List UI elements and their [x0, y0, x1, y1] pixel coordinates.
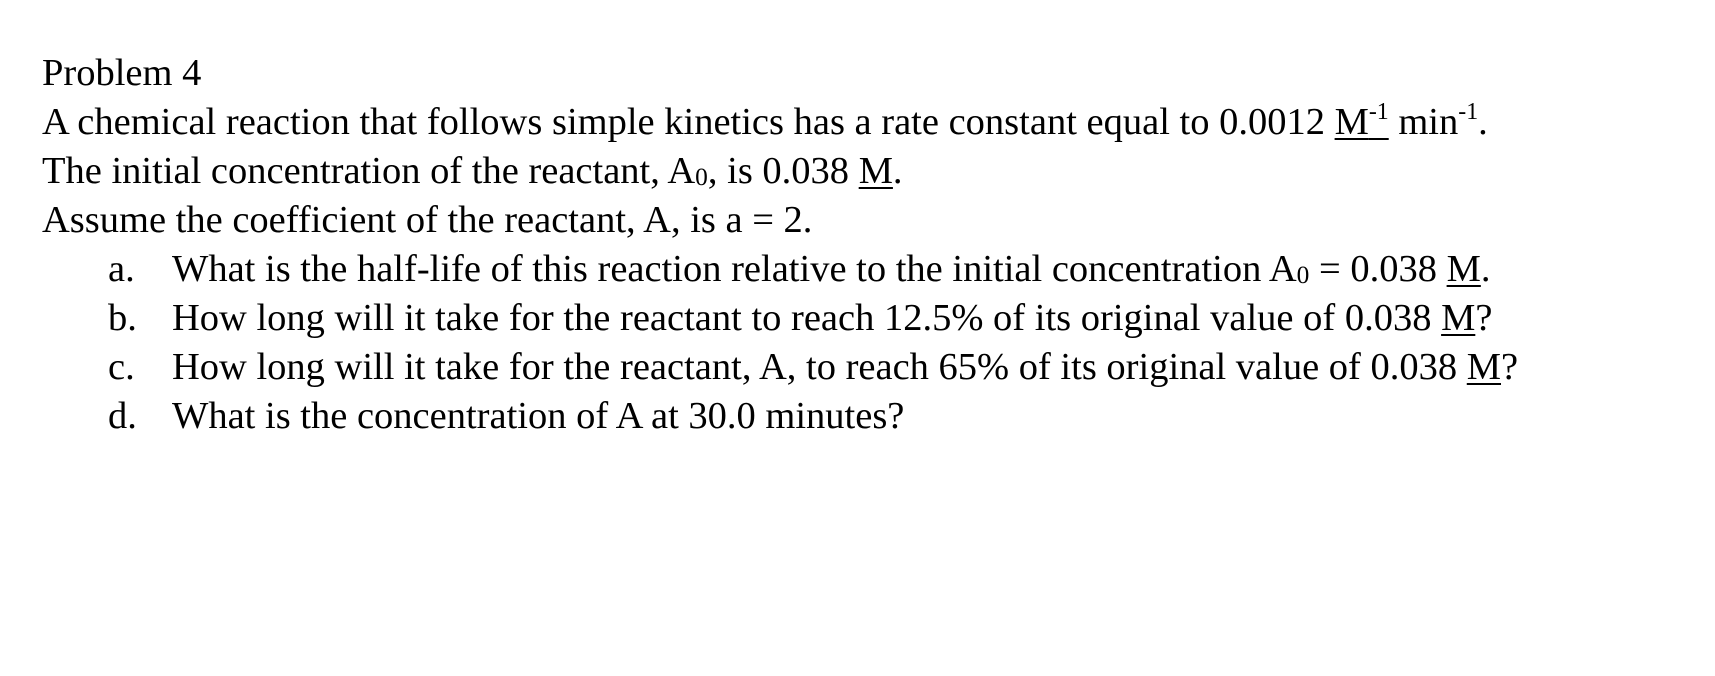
- rate-constant-line: A chemical reaction that follows simple kinetics has a rate constant equal to 0.0012 $M^{-1}$ $\min^{-1}$.: [42, 98, 1488, 143]
- rate-constant-text: A chemical reaction that follows simple kinetics has a rate constant equal to 0.0012: [42, 101, 1335, 143]
- item-marker: a.: [108, 248, 135, 290]
- molar-unit: M: [1441, 297, 1476, 339]
- initial-concentration-line: The initial concentration of the reactant, A0, is 0.038 M.: [42, 150, 903, 192]
- item-text: How long will it take for the reactant to reach 12.5% of its original value of 0.038 M?: [172, 297, 1493, 339]
- minute-unit: min: [1388, 101, 1459, 143]
- problem-title: Problem 4: [42, 52, 202, 94]
- molar-unit: M: [1446, 248, 1481, 290]
- question-item-d: [42, 392, 1702, 441]
- item-marker: d.: [108, 395, 137, 437]
- molar-unit: $M^{-1}$: [1334, 98, 1389, 143]
- item-marker: c.: [108, 346, 135, 388]
- item-text: How long will it take for the reactant, A, to reach 65% of its original value of 0.038 M?: [172, 346, 1519, 388]
- question-item-a: [42, 245, 1702, 294]
- item-text: What is the concentration of A at 30.0 minutes?: [172, 395, 905, 437]
- item-marker: b.: [108, 297, 137, 339]
- molar-unit: M: [858, 150, 893, 192]
- molar-exponent: -1: [1368, 98, 1389, 125]
- question-item-b: [42, 294, 1702, 343]
- subscript-zero: 0: [695, 163, 708, 192]
- question-item-c: [42, 343, 1702, 392]
- subscript-zero: 0: [1296, 261, 1310, 290]
- minute-exponent: -1: [1458, 98, 1479, 125]
- coefficient-line: Assume the coefficient of the reactant, A, is a = 2.: [42, 199, 813, 241]
- problem-document: [42, 49, 1702, 441]
- item-text: What is the half-life of this reaction relative to the initial concentration A0 = 0.038 M.: [172, 248, 1491, 290]
- molar-unit: M: [1466, 346, 1501, 388]
